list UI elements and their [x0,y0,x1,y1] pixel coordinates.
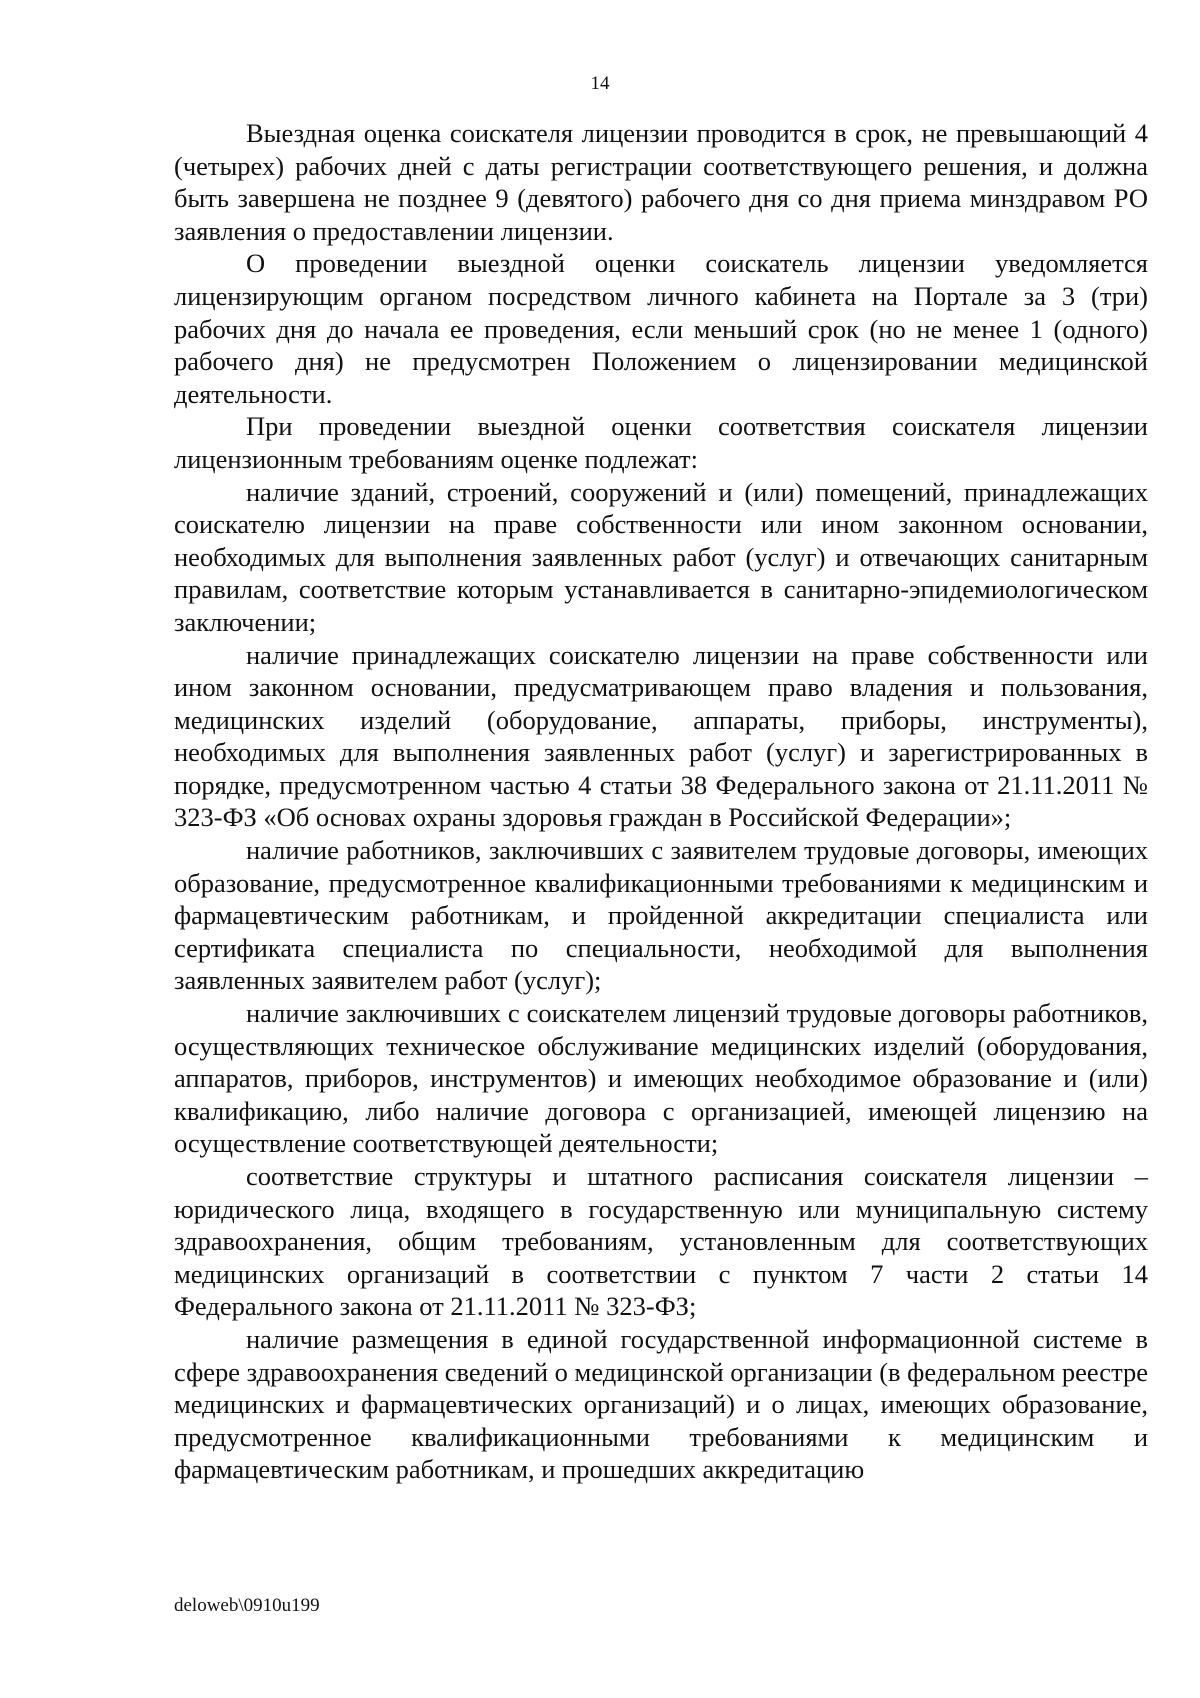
paragraph: соответствие структуры и штатного расписания соискателя лицензии – юридического лица, входящего в государственную или муниципальную систему здравоохранения, общим требованиям, установленным для соответствующих медицинских организаций в соответствии с пунктом 7 части 2 статьи 14 Федерального закона от 21.11.2011 № 323-ФЗ; [174,1161,1148,1322]
paragraph: наличие размещения в единой государственной информационной системе в сфере здравоохранения сведений о медицинской организации (в федеральном реестре медицинских и фармацевтических организаций) и о лицах, имеющих образование, предусмотренное квалификационными требованиями к медицинским и фармацевтическим работникам, и прошедших аккредитацию [174,1323,1148,1485]
paragraph: наличие принадлежащих соискателю лицензии на праве собственности или ином законном основании, предусматривающем право владения и пользования, медицинских изделий (оборудование, аппараты, приборы, инструменты), необходимых для выполнения заявленных работ (услуг) и зарегистрированных в порядке, предусмотренном частью 4 статьи 38 Федерального закона от 21.11.2011 № 323-ФЗ «Об основах охраны здоровья граждан в Российской Федерации»; [174,639,1148,833]
paragraph: При проведении выездной оценки соответствия соискателя лицензии лицензионным требованиям оценке подлежат: [174,411,1148,474]
page-number: 14 [590,73,610,94]
paragraph: наличие работников, заключивших с заявителем трудовые договоры, имеющих образование, предусмотренное квалификационными требованиями к медицинским и фармацевтическим работникам, и пройденной аккредитации специалиста или сертификата специалиста по специальности, необходимой для выполнения заявленных заявителем работ (услуг); [174,835,1148,996]
paragraph: О проведении выездной оценки соискатель лицензии уведомляется лицензирующим органом посредством личного кабинета на Портале за 3 (три) рабочих дня до начала ее проведения, если меньший срок (но не менее 1 (одного) рабочего дня) не предусмотрен Положением о лицензировании медицинской деятельности. [174,248,1148,409]
document-body [174,117,1148,1486]
paragraph: наличие заключивших с соискателем лицензий трудовые договоры работников, осуществляющих техническое обслуживание медицинских изделий (оборудования, аппаратов, приборов, инструментов) и имеющих необходимое образование и (или) квалификацию, либо наличие договора с организацией, имеющей лицензию на осуществление соответствующей деятельности; [174,998,1148,1159]
footer-document-ref: deloweb\0910u199 [174,1595,320,1616]
paragraph: наличие зданий, строений, сооружений и (или) помещений, принадлежащих соискателю лицензии на праве собственности или ином законном основании, необходимых для выполнения заявленных работ (услуг) и отвечающих санитарным правилам, соответствие которым устанавливается в санитарно-эпидемиологическом заключении; [174,476,1148,637]
paragraph: Выездная оценка соискателя лицензии проводится в срок, не превышающий 4 (четырех) рабочих дней с даты регистрации соответствующего решения, и должна быть завершена не позднее 9 (девятого) рабочего дня со дня приема минздравом РО заявления о предоставлении лицензии. [174,118,1148,246]
